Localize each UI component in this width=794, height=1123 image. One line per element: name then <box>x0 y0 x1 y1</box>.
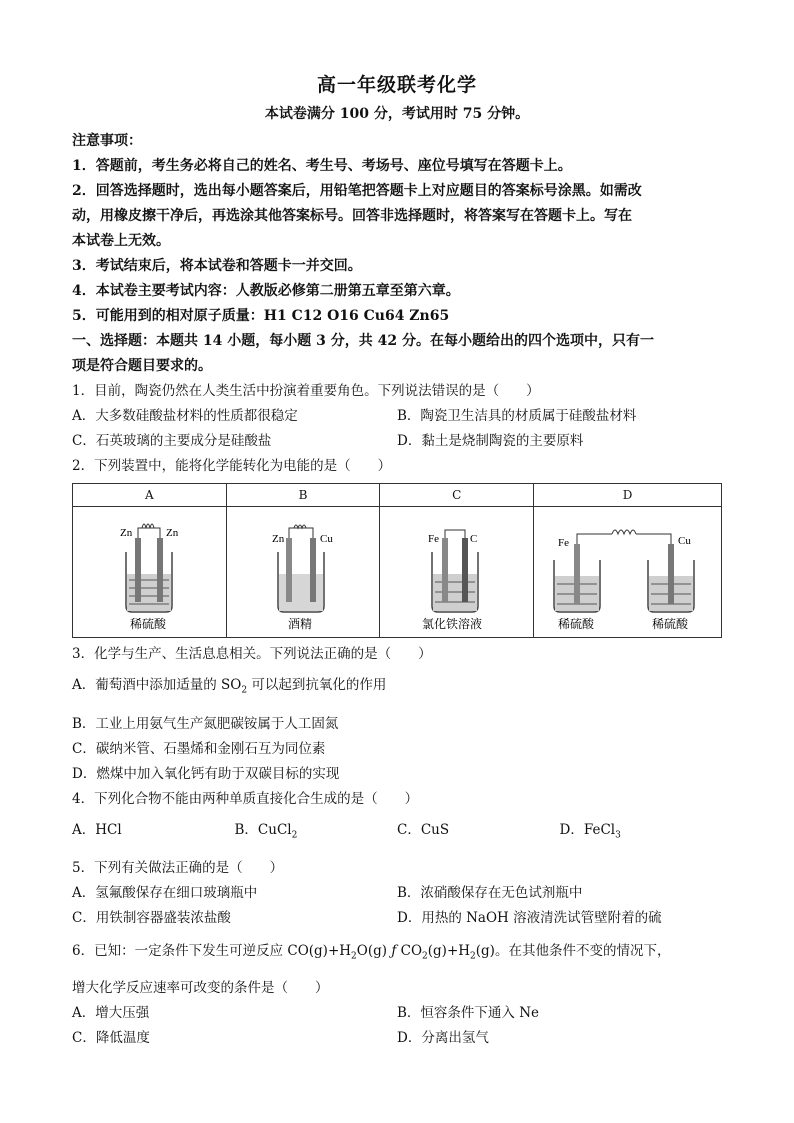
subscript: 2 <box>422 952 428 963</box>
column-header: A <box>73 484 227 507</box>
option-c: C．石英玻璃的主要成分是硅酸盐 <box>72 433 272 449</box>
option-c: C．降低温度 <box>72 1030 150 1047</box>
electrode-label-left: Zn <box>272 533 285 545</box>
notice-item: 2．回答选择题时，选出每小题答案后，用铅笔把答题卡上对应题目的答案标号涂黑。如需改 <box>72 183 642 199</box>
exam-title: 高一年级联考化学 <box>316 74 477 96</box>
section-heading-cont: 项是符合题目要求的。 <box>72 358 212 374</box>
solution-label: 稀硫酸 <box>130 617 167 631</box>
equation-part: (g)+H <box>427 943 471 960</box>
solution-label-right: 稀硫酸 <box>651 617 688 631</box>
reversible-arrow: ƒ <box>391 943 397 960</box>
option-b: B．恒容条件下通入 Ne <box>397 1005 540 1022</box>
solution-label: 氯化铁溶液 <box>421 617 482 631</box>
option-d: D．分离出氢气 <box>397 1030 489 1047</box>
apparatus-a-diagram <box>74 508 224 632</box>
equation-part: CO <box>400 943 423 960</box>
option-a-text-end: 可以起到抗氧化的作用 <box>247 677 387 693</box>
solution-label: 酒精 <box>288 617 313 631</box>
electrode-label-right: C <box>469 533 478 545</box>
apparatus-d <box>534 507 722 638</box>
notice-item: 1．答题前，考生务必将自己的姓名、考生号、考场号、座位号填写在答题卡上。 <box>72 158 572 174</box>
option-b <box>235 818 398 849</box>
equation-part: (g)。在其他条件不变的情况下， <box>475 943 671 960</box>
subscript: 2 <box>241 685 248 696</box>
exam-subtitle: 本试卷满分 100 分，考试用时 75 分钟。 <box>264 106 530 122</box>
option-b: B．工业上用氨气生产氮肥碳铵属于人工固氮 <box>72 715 339 732</box>
apparatus-c-diagram <box>382 508 532 632</box>
notice-heading: 注意事项： <box>72 133 142 149</box>
apparatus-table <box>72 483 722 638</box>
equation-part: O(g) <box>356 943 388 960</box>
subscript: 3 <box>615 830 621 841</box>
question-6-stem-cont: 增大化学反应速率可改变的条件是（ ） <box>72 980 329 997</box>
question-4-stem: 4．下列化合物不能由两种单质直接化合生成的是（ ） <box>72 790 419 807</box>
question-4-options <box>72 818 722 849</box>
option-a: A．HCl <box>72 821 122 838</box>
equation-part: 6．已知：一定条件下发生可逆反应 CO(g)+H <box>72 943 352 960</box>
option-c: C．碳纳米管、石墨烯和金刚石互为同位素 <box>72 740 326 757</box>
option-d: D．用热的 NaOH 溶液清洗试管壁附着的硫 <box>397 910 662 927</box>
option-c: C．用铁制容器盛装浓盐酸 <box>72 910 231 927</box>
option-d: D．燃煤中加入氧化钙有助于双碳目标的实现 <box>72 765 340 782</box>
question-2-stem: 2．下列装置中，能将化学能转化为电能的是（ ） <box>72 458 392 474</box>
option-a: A．氢氟酸保存在细口玻璃瓶中 <box>72 885 258 902</box>
option-a <box>72 673 722 704</box>
option-c: C．CuS <box>397 821 450 838</box>
subscript: 2 <box>291 830 298 841</box>
question-6-stem <box>72 939 722 970</box>
notice-item: 5．可能用到的相对原子质量：H1 C12 O16 Cu64 Zn65 <box>72 308 450 324</box>
apparatus-b-diagram <box>228 508 378 632</box>
question-1-options <box>72 404 722 454</box>
question-6-options <box>72 1001 722 1051</box>
notice-item: 动，用橡皮擦干净后，再选涂其他答案标号。回答非选择题时，将答案写在答题卡上。写在 <box>72 208 632 224</box>
apparatus-b <box>226 507 380 638</box>
option-b: B．陶瓷卫生洁具的材质属于硅酸盐材料 <box>397 408 637 424</box>
solution-label-left: 稀硫酸 <box>557 617 594 631</box>
electrode-label-left: Zn <box>120 527 133 539</box>
apparatus-a <box>73 507 227 638</box>
option-d: D．黏土是烧制陶瓷的主要原料 <box>397 433 584 449</box>
question-3-stem: 3．化学与生产、生活息息相关。下列说法正确的是（ ） <box>72 646 432 662</box>
electrode-label-right: Cu <box>677 535 691 547</box>
option-b: B．浓硝酸保存在无色试剂瓶中 <box>397 885 583 902</box>
apparatus-c <box>380 507 534 638</box>
apparatus-d-diagram <box>536 508 720 632</box>
question-5-stem: 5．下列有关做法正确的是（ ） <box>72 860 284 877</box>
column-header: C <box>380 484 534 507</box>
option-a-text: A．葡萄酒中添加适量的 SO <box>72 677 242 693</box>
subscript: 2 <box>351 952 357 963</box>
exam-page <box>72 70 722 1051</box>
electrode-label-right: Cu <box>320 533 333 545</box>
column-header: B <box>226 484 380 507</box>
option-a: A．增大压强 <box>72 1005 150 1022</box>
option-d-text: D．FeCl <box>559 821 616 838</box>
notice-item: 3．考试结束后，将本试卷和答题卡一并交回。 <box>72 258 362 274</box>
electrode-label-right: Zn <box>166 527 179 539</box>
option-a: A．大多数硅酸盐材料的性质都很稳定 <box>72 408 298 424</box>
option-d <box>560 818 723 849</box>
section-heading: 一、选择题：本题共 14 小题，每小题 3 分，共 42 分。在每小题给出的四个选项中，只有一 <box>72 333 654 349</box>
notice-item: 本试卷上无效。 <box>72 233 170 249</box>
question-5-options <box>72 881 722 931</box>
subscript: 2 <box>470 952 476 963</box>
question-1-stem: 1．目前，陶瓷仍然在人类生活中扮演着重要角色。下列说法错误的是（ ） <box>72 383 540 399</box>
option-b-text: B．CuCl <box>234 821 292 838</box>
electrode-label-left: Fe <box>557 537 569 549</box>
electrode-label-left: Fe <box>427 533 439 545</box>
column-header: D <box>534 484 722 507</box>
notice-item: 4．本试卷主要考试内容：人教版必修第二册第五章至第六章。 <box>72 283 460 299</box>
